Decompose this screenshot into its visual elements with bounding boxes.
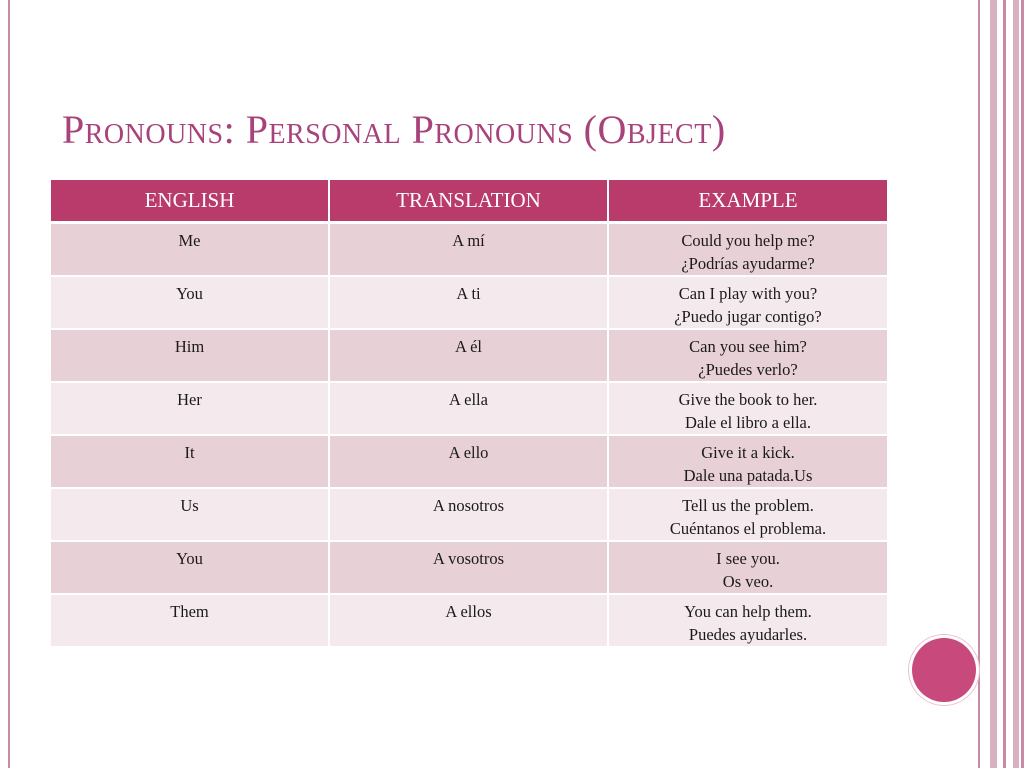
table-row [51,541,887,594]
translation-cell: A ti [329,276,608,329]
english-cell: Them [51,594,329,647]
example-spanish: Puedes ayudarles. [688,625,808,644]
frame-line-right [990,0,997,768]
table-row [51,488,887,541]
example-spanish: ¿Podrías ayudarme? [681,254,815,273]
example-spanish: Cuéntanos el problema. [669,519,827,538]
example-english: Give the book to her. [678,390,818,409]
example-spanish: ¿Puedes verlo? [698,360,798,379]
example-cell [608,435,887,488]
table-row [51,382,887,435]
translation-cell: A ello [329,435,608,488]
table-row [51,223,887,277]
english-cell: Us [51,488,329,541]
column-header-example: EXAMPLE [608,180,887,223]
example-spanish: Os veo. [722,572,774,591]
english-cell: It [51,435,329,488]
column-header-english: ENGLISH [51,180,329,223]
example-spanish: Dale una patada.Us [683,466,813,485]
example-spanish: ¿Puedo jugar contigo? [674,307,822,326]
table-row [51,435,887,488]
english-cell: You [51,541,329,594]
frame-line-right [1013,0,1019,768]
table-row [51,276,887,329]
example-cell [608,488,887,541]
example-english: Tell us the problem. [682,496,814,515]
example-cell [608,329,887,382]
translation-cell: A él [329,329,608,382]
table-row [51,594,887,647]
pronoun-table [51,180,887,648]
english-cell: Me [51,223,329,277]
table-header-row [51,180,887,223]
frame-line-right [978,0,980,768]
english-cell: Her [51,382,329,435]
frame-line-left [8,0,10,768]
english-cell: You [51,276,329,329]
example-cell [608,541,887,594]
example-cell [608,594,887,647]
column-header-translation: TRANSLATION [329,180,608,223]
slide-title: Pronouns: Personal Pronouns (Object) [62,107,726,152]
example-english: I see you. [716,549,780,568]
translation-cell: A ella [329,382,608,435]
translation-cell: A ellos [329,594,608,647]
example-english: You can help them. [684,602,812,621]
example-cell [608,223,887,277]
frame-line-right [1003,0,1006,768]
translation-cell: A mí [329,223,608,277]
example-cell [608,276,887,329]
translation-cell: A vosotros [329,541,608,594]
english-cell: Him [51,329,329,382]
translation-cell: A nosotros [329,488,608,541]
table-row [51,329,887,382]
decorative-circle [912,638,976,702]
example-english: Can I play with you? [678,284,818,303]
example-english: Give it a kick. [701,443,795,462]
example-english: Can you see him? [689,337,807,356]
example-cell [608,382,887,435]
example-spanish: Dale el libro a ella. [685,413,811,432]
example-english: Could you help me? [681,231,815,250]
